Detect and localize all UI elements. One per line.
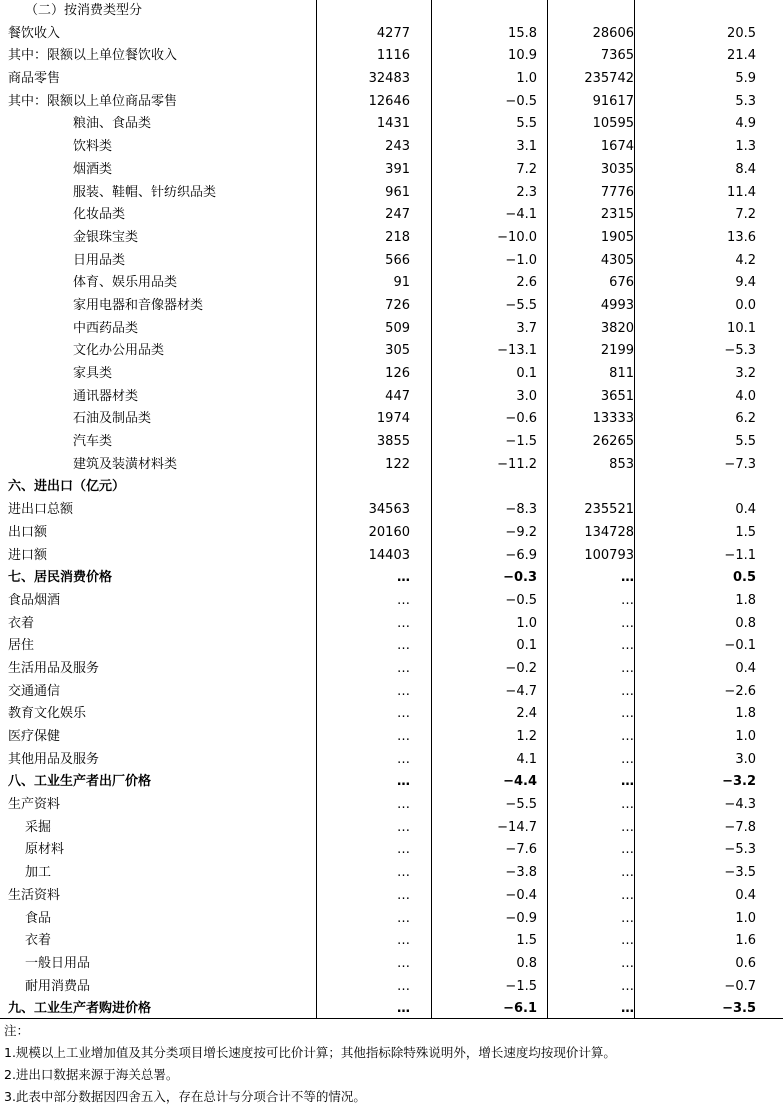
- table-row: [0, 159, 783, 182]
- table-row: [0, 771, 783, 794]
- cell-v4: 11.4: [727, 184, 756, 200]
- cell-v1: …: [397, 955, 410, 971]
- row-label: 餐饮收入: [8, 25, 61, 41]
- table-row: [0, 45, 783, 68]
- row-label: 通讯器材类: [73, 388, 139, 404]
- table-row: [0, 681, 783, 704]
- cell-v3: 3651: [600, 388, 634, 404]
- cell-v3: …: [621, 933, 634, 949]
- row-label: 原材料: [25, 842, 65, 858]
- cell-v2: −3.8: [505, 865, 537, 881]
- column-divider: [431, 0, 432, 1018]
- cell-v3: 28606: [592, 25, 634, 41]
- cell-v1: …: [397, 842, 410, 858]
- cell-v4: −2.6: [724, 683, 756, 699]
- cell-v3: …: [621, 797, 634, 813]
- cell-v4: 1.0: [735, 910, 756, 926]
- table-row: [0, 749, 783, 772]
- row-label: 金银珠宝类: [73, 229, 139, 245]
- row-label: 其他用品及服务: [8, 751, 100, 767]
- cell-v4: 6.2: [735, 411, 756, 427]
- cell-v3: 235521: [584, 502, 634, 518]
- cell-v3: 7776: [600, 184, 634, 200]
- cell-v3: …: [621, 706, 634, 722]
- cell-v1: …: [397, 819, 410, 835]
- cell-v4: −3.5: [724, 865, 756, 881]
- cell-v3: …: [621, 1001, 634, 1017]
- cell-v2: 0.1: [516, 366, 537, 381]
- cell-v2: 2.4: [516, 706, 537, 722]
- note-line: 3.此表中部分数据因四舍五入，存在总计与分项合计不等的情况。: [4, 1089, 366, 1104]
- cell-v4: 0.6: [735, 955, 756, 971]
- cell-v2: −0.3: [503, 570, 537, 586]
- cell-v1: …: [397, 660, 410, 676]
- cell-v2: [433, 476, 537, 499]
- cell-v2: 1.0: [516, 615, 537, 631]
- cell-v4: 1.8: [735, 706, 756, 722]
- table-row: [0, 250, 783, 273]
- table-row: [0, 862, 783, 885]
- cell-v1: 566: [385, 252, 410, 268]
- cell-v3: …: [621, 729, 634, 744]
- cell-v4: −5.3: [724, 343, 756, 359]
- cell-v2: −0.2: [505, 660, 537, 676]
- cell-v1: 126: [385, 366, 410, 381]
- cell-v4: 0.8: [735, 615, 756, 631]
- cell-v2: 1.5: [516, 933, 537, 949]
- cell-v2: −0.9: [505, 910, 537, 926]
- cell-v1: 20160: [368, 524, 410, 540]
- row-label: 饮料类: [73, 139, 113, 155]
- table-row: [0, 590, 783, 613]
- table-row: [0, 567, 783, 590]
- cell-v1: 12646: [368, 93, 410, 109]
- table-row: [0, 476, 783, 499]
- cell-v4: 1.3: [735, 139, 756, 155]
- table-row: [0, 839, 783, 862]
- row-label: 汽车类: [73, 434, 113, 450]
- cell-v1: 91: [393, 275, 410, 291]
- cell-v2: 7.2: [516, 161, 537, 177]
- cell-v3: 3035: [600, 161, 634, 177]
- table-row: [0, 136, 783, 159]
- table-row: [0, 113, 783, 136]
- row-label: 生活资料: [8, 887, 61, 903]
- table-row: [0, 658, 783, 681]
- cell-v3: …: [621, 819, 634, 835]
- row-label: 家具类: [73, 366, 113, 381]
- row-label: 衣着: [8, 615, 35, 631]
- cell-v4: 1.8: [735, 592, 756, 608]
- cell-v3: …: [621, 660, 634, 676]
- cell-v1: 1431: [376, 116, 410, 132]
- cell-v1: 4277: [376, 25, 410, 41]
- row-label: 商品零售: [8, 71, 61, 87]
- row-label: 交通通信: [8, 683, 61, 699]
- cell-v1: …: [397, 978, 410, 994]
- table-row: [0, 23, 783, 46]
- cell-v1: 961: [385, 184, 410, 200]
- row-label: 粮油、食品类: [73, 116, 152, 132]
- cell-v4: 8.4: [735, 161, 756, 177]
- cell-v4: −0.7: [724, 978, 756, 994]
- cell-v1: …: [397, 933, 410, 949]
- cell-v2: −1.5: [505, 434, 537, 450]
- cell-v2: −9.2: [505, 524, 537, 540]
- cell-v1: …: [397, 729, 410, 744]
- row-label: 耐用消费品: [25, 978, 91, 994]
- cell-v2: −13.1: [497, 343, 537, 359]
- cell-v4: 0.4: [735, 887, 756, 903]
- cell-v4: [637, 476, 756, 499]
- row-label: 食品烟酒: [8, 592, 61, 608]
- cell-v1: 726: [385, 297, 410, 313]
- cell-v3: 1905: [600, 229, 634, 245]
- cell-v2: 4.1: [516, 751, 537, 767]
- cell-v3: …: [621, 842, 634, 858]
- cell-v1: 34563: [368, 502, 410, 518]
- cell-v3: …: [621, 615, 634, 631]
- cell-v4: 1.0: [735, 729, 756, 744]
- row-label: 其中：限额以上单位餐饮收入: [8, 48, 178, 64]
- cell-v2: −14.7: [497, 819, 537, 835]
- cell-v1: [318, 476, 410, 499]
- cell-v3: 100793: [584, 547, 634, 563]
- cell-v2: −5.5: [505, 297, 537, 313]
- cell-v1: …: [397, 683, 410, 699]
- cell-v1: …: [397, 797, 410, 813]
- cell-v4: −3.2: [722, 774, 756, 790]
- cell-v4: 5.3: [735, 93, 756, 109]
- cell-v3: 1674: [600, 139, 634, 155]
- cell-v3: 10595: [592, 116, 634, 132]
- cell-v4: −7.3: [724, 456, 756, 472]
- note-line: 1.规模以上工业增加值及其分类项目增长速度按可比价计算；其他指标除特殊说明外，增长速度均按现价计算。: [4, 1045, 616, 1060]
- cell-v3: 91617: [592, 93, 634, 109]
- row-label: 一般日用品: [25, 955, 91, 971]
- cell-v3: 26265: [592, 434, 634, 450]
- table-row: [0, 545, 783, 568]
- cell-v1: …: [397, 910, 410, 926]
- cell-v4: 0.5: [732, 570, 756, 586]
- cell-v2: −0.4: [505, 887, 537, 903]
- cell-v4: 13.6: [727, 229, 756, 245]
- cell-v4: 0.4: [735, 660, 756, 676]
- cell-v3: 3820: [600, 320, 634, 336]
- cell-v2: 0.1: [516, 638, 537, 654]
- cell-v2: 3.0: [516, 388, 537, 404]
- cell-v1: 1116: [376, 48, 410, 64]
- table-row: [0, 522, 783, 545]
- table-row: [0, 386, 783, 409]
- cell-v1: 247: [385, 207, 410, 223]
- row-label: 文化办公用品类: [73, 343, 165, 359]
- cell-v4: 4.2: [735, 252, 756, 268]
- cell-v3: 4305: [600, 252, 634, 268]
- cell-v3: …: [621, 910, 634, 926]
- table-row: [0, 976, 783, 999]
- cell-v2: 1.2: [516, 729, 537, 744]
- table-row: [0, 340, 783, 363]
- cell-v2: [433, 0, 537, 23]
- cell-v3: 235742: [584, 71, 634, 87]
- cell-v3: 2199: [600, 343, 634, 359]
- cell-v3: …: [621, 570, 634, 586]
- cell-v3: …: [621, 978, 634, 994]
- table-row: [0, 295, 783, 318]
- cell-v1: 447: [385, 388, 410, 404]
- cell-v4: −0.1: [724, 638, 756, 654]
- cell-v3: …: [621, 887, 634, 903]
- cell-v2: 2.6: [516, 275, 537, 291]
- cell-v3: 676: [609, 275, 634, 291]
- row-label: 九、工业生产者购进价格: [8, 1001, 152, 1017]
- cell-v2: −4.7: [505, 683, 537, 699]
- cell-v2: −6.9: [505, 547, 537, 563]
- table-row: [0, 227, 783, 250]
- row-label: 石油及制品类: [73, 411, 152, 427]
- cell-v2: −1.0: [505, 252, 537, 268]
- row-label: 化妆品类: [73, 207, 126, 223]
- cell-v2: −0.5: [505, 93, 537, 109]
- cell-v4: 3.0: [735, 751, 756, 767]
- table-row: [0, 431, 783, 454]
- row-label: 居住: [8, 638, 35, 654]
- row-label: 体育、娱乐用品类: [73, 275, 178, 291]
- cell-v4: 5.9: [735, 71, 756, 87]
- row-label: 六、进出口（亿元）: [8, 479, 126, 495]
- row-label: 采掘: [25, 819, 52, 835]
- row-label: 烟酒类: [73, 161, 113, 177]
- notes-heading: 注：: [4, 1023, 30, 1038]
- table-row: [0, 703, 783, 726]
- cell-v3: …: [621, 751, 634, 767]
- cell-v3: 134728: [584, 524, 634, 540]
- cell-v1: 32483: [368, 71, 410, 87]
- row-label: 中西药品类: [73, 320, 139, 336]
- cell-v4: 21.4: [727, 48, 756, 64]
- cell-v2: 2.3: [516, 184, 537, 200]
- cell-v3: …: [621, 592, 634, 608]
- row-label: 服装、鞋帽、针纺织品类: [73, 184, 217, 200]
- table-row: [0, 885, 783, 908]
- cell-v1: …: [397, 706, 410, 722]
- cell-v1: 243: [385, 139, 410, 155]
- cell-v3: …: [621, 955, 634, 971]
- cell-v4: 1.6: [735, 933, 756, 949]
- cell-v1: 218: [385, 229, 410, 245]
- cell-v4: 20.5: [727, 25, 756, 41]
- cell-v2: −10.0: [497, 229, 537, 245]
- cell-v1: [318, 0, 410, 23]
- column-divider: [547, 0, 548, 1018]
- table-row: [0, 930, 783, 953]
- table-row: [0, 182, 783, 205]
- cell-v3: …: [621, 638, 634, 654]
- row-label: 七、居民消费价格: [8, 570, 113, 586]
- cell-v4: −4.3: [724, 797, 756, 813]
- table-row: [0, 953, 783, 976]
- row-label: 进口额: [8, 547, 48, 563]
- table-row: [0, 908, 783, 931]
- cell-v2: 3.7: [516, 320, 537, 336]
- cell-v2: −7.6: [505, 842, 537, 858]
- cell-v1: …: [397, 774, 410, 790]
- cell-v2: −4.4: [503, 774, 537, 790]
- cell-v2: 0.8: [516, 955, 537, 971]
- cell-v2: −6.1: [503, 1001, 537, 1017]
- cell-v4: −3.5: [722, 1001, 756, 1017]
- table-row: [0, 318, 783, 341]
- cell-v3: 811: [609, 366, 634, 381]
- cell-v1: …: [397, 638, 410, 654]
- column-divider: [316, 0, 317, 1018]
- cell-v2: 5.5: [516, 116, 537, 132]
- cell-v3: 853: [609, 456, 634, 472]
- table-row: [0, 204, 783, 227]
- table-row: [0, 408, 783, 431]
- row-label: 食品: [25, 910, 52, 926]
- cell-v1: …: [397, 865, 410, 881]
- cell-v1: …: [397, 751, 410, 767]
- table-bottom-rule: [0, 1018, 783, 1019]
- table-row: [0, 272, 783, 295]
- table-row: [0, 91, 783, 114]
- cell-v3: 4993: [600, 297, 634, 313]
- cell-v2: 3.1: [516, 139, 537, 155]
- row-label: 教育文化娱乐: [8, 706, 87, 722]
- cell-v3: …: [621, 683, 634, 699]
- cell-v1: …: [397, 887, 410, 903]
- cell-v4: 0.4: [735, 502, 756, 518]
- cell-v2: −4.1: [505, 207, 537, 223]
- row-label: 医疗保健: [8, 729, 61, 744]
- cell-v1: 305: [385, 343, 410, 359]
- cell-v4: 4.9: [735, 116, 756, 132]
- cell-v3: [551, 0, 634, 23]
- cell-v1: 1974: [376, 411, 410, 427]
- table-row: [0, 613, 783, 636]
- cell-v1: 122: [385, 456, 410, 472]
- cell-v1: 391: [385, 161, 410, 177]
- table-row: [0, 0, 783, 23]
- cell-v3: …: [621, 865, 634, 881]
- table-row: [0, 635, 783, 658]
- cell-v4: [637, 0, 756, 23]
- cell-v2: −1.5: [505, 978, 537, 994]
- cell-v4: −5.3: [724, 842, 756, 858]
- table-row: [0, 794, 783, 817]
- cell-v4: 1.5: [735, 524, 756, 540]
- cell-v4: −1.1: [724, 547, 756, 563]
- row-label: 加工: [25, 865, 52, 881]
- column-divider: [634, 0, 635, 1018]
- table-row: [0, 454, 783, 477]
- table-row: [0, 499, 783, 522]
- cell-v3: 7365: [600, 48, 634, 64]
- row-label: 生活用品及服务: [8, 660, 100, 676]
- cell-v1: …: [397, 615, 410, 631]
- cell-v4: 5.5: [735, 434, 756, 450]
- row-label: 衣着: [25, 933, 52, 949]
- note-line: 2.进出口数据来源于海关总署。: [4, 1067, 179, 1082]
- row-label: （二）按消费类型分: [25, 3, 143, 18]
- cell-v4: 0.0: [735, 297, 756, 313]
- cell-v1: …: [397, 1001, 410, 1017]
- row-label: 出口额: [8, 524, 48, 540]
- row-label: 建筑及装潢材料类: [73, 456, 178, 472]
- cell-v2: −0.6: [505, 411, 537, 427]
- cell-v3: 13333: [592, 411, 634, 427]
- row-label: 日用品类: [73, 252, 126, 268]
- row-label: 生产资料: [8, 797, 61, 813]
- row-label: 其中：限额以上单位商品零售: [8, 93, 178, 109]
- table-row: [0, 817, 783, 840]
- cell-v1: …: [397, 570, 410, 586]
- cell-v1: 14403: [368, 547, 410, 563]
- notes-section: [4, 1020, 779, 1108]
- cell-v2: −5.5: [505, 797, 537, 813]
- cell-v4: 3.2: [735, 366, 756, 381]
- cell-v4: −7.8: [724, 819, 756, 835]
- cell-v4: 10.1: [727, 320, 756, 336]
- cell-v3: …: [621, 774, 634, 790]
- cell-v2: 15.8: [508, 25, 537, 41]
- row-label: 八、工业生产者出厂价格: [8, 774, 152, 790]
- cell-v1: 509: [385, 320, 410, 336]
- row-label: 进出口总额: [8, 502, 74, 518]
- cell-v3: [551, 476, 634, 499]
- cell-v2: 1.0: [516, 71, 537, 87]
- cell-v4: 9.4: [735, 275, 756, 291]
- cell-v2: −11.2: [497, 456, 537, 472]
- table-row: [0, 68, 783, 91]
- table-row: [0, 363, 783, 386]
- table-row: [0, 726, 783, 749]
- cell-v4: 7.2: [735, 207, 756, 223]
- cell-v2: −8.3: [505, 502, 537, 518]
- row-label: 家用电器和音像器材类: [73, 297, 204, 313]
- cell-v1: …: [397, 592, 410, 608]
- cell-v3: 2315: [600, 207, 634, 223]
- cell-v4: 4.0: [735, 388, 756, 404]
- cell-v1: 3855: [376, 434, 410, 450]
- cell-v2: −0.5: [505, 592, 537, 608]
- cell-v2: 10.9: [508, 48, 537, 64]
